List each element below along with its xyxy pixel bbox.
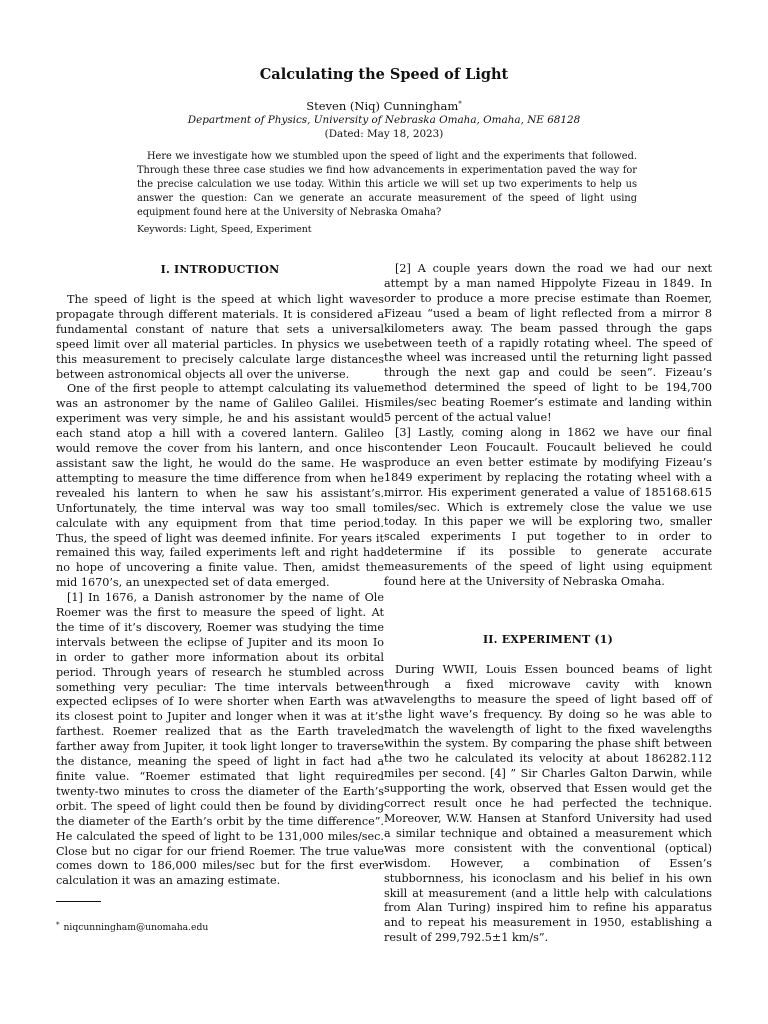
- intro-paragraph: One of the first people to attempt calculating its value was an astronomer by the name of Galileo Galilei. His experiment was very simple, he and his assistant would each stand atop a hill with a covered lantern. Galileo would remove the cover from his lantern, and once his assistant saw the light, he would do the same. He was attempting to measure the time difference from when he revealed his lantern to when he saw his assistant’s. Unfortunately, the time interval was way too small to calculate with any equipment from that time period. Thus, the speed of light was deemed infinite. For years it remained this way, failed experiments left and right had no hope of uncovering a finite value. Then, amidst the mid 1670’s, an unexpected set of data emerged.: [56, 382, 384, 590]
- author-affiliation: Department of Physics, University of Nebraska Omaha, Omaha, NE 68128: [187, 114, 581, 126]
- author-name: Steven (Niq) Cunningham: [306, 99, 459, 113]
- keywords: Keywords: Light, Speed, Experiment: [137, 224, 312, 235]
- experiment-paragraph: During WWII, Louis Essen bounced beams of light through a fixed microwave cavity with known wavelengths to measure the speed of light based off of the light wave’s frequency. By doing so he was able to match the wavelength of light to the fixed wavelengths within the system. By comparing the phase shift between the two he calculated its velocity at about 186282.112 miles per second. [4] ” Sir Charles Galton Darwin, while supporting the work, observed that Essen would get the correct result once he had perfected the technique. Moreover, W.W. Hansen at Stanford University had used a similar technique and obtained a measurement which was more consistent with the conventional (optical) wisdom. However, a combination of Essen’s stubbornness, his iconoclasm and his belief in his own skill at measurement (and a little help with calculations from Alan Turing) inspired him to refine his apparatus and to repeat his measurement in 1950, establishing a result of 299,792.5±1 km/s”.: [384, 662, 712, 945]
- section-heading-introduction: I. INTRODUCTION: [160, 263, 280, 276]
- paper-title: Calculating the Speed of Light: [259, 66, 509, 83]
- footnote-mark: *: [56, 921, 60, 929]
- footnote: [56, 921, 386, 933]
- intro-paragraph: [3] Lastly, coming along in 1862 we have our final contender Leon Foucault. Foucault believed he could produce an even better estimate by modifying Fizeau’s 1849 experiment by replacing the rotating wheel with a mirror. His experiment generated a value of 185168.615 miles/sec. Which is extremely close the value we use today. In this paper we will be exploring two, smaller scaled experiments I put together to in order to determine if its possible to generate accurate measurements of the speed of light using equipment found here at the University of Nebraska Omaha.: [384, 425, 712, 589]
- intro-paragraph: [2] A couple years down the road we had our next attempt by a man named Hippolyte Fizeau in 1849. In order to produce a more precise estimate than Roemer, Fizeau “used a beam of light reflected from a mirror 8 kilometers away. The beam passed through the gaps between teeth of a rapidly rotating wheel. The speed of the wheel was increased until the returning light passed through the next gap and could be seen”. Fizeau’s method determined the speed of light to be 194,700 miles/sec beating Roemer’s estimate and landing within 5 percent of the actual value!: [384, 262, 712, 425]
- dated-line: (Dated: May 18, 2023): [324, 128, 444, 140]
- abstract: Here we investigate how we stumbled upon the speed of light and the experiments that followed. Through these three case studies we find how advancements in experimentation paved the way for the precise calculation we use today. Within this article we will set up two experiments to help us answer the question: Can we generate an accurate measurement of the speed of light using equipment found here at the University of Nebraska Omaha?: [137, 151, 637, 218]
- author-footnote-mark: *: [458, 100, 462, 108]
- section-heading-experiment-1: II. EXPERIMENT (1): [482, 632, 614, 646]
- intro-paragraph: [1] In 1676, a Danish astronomer by the name of Ole Roemer was the first to measure the speed of light. At the time of it’s discovery, Roemer was studying the time intervals between the eclipse of Jupiter and its moon Io in order to gather more information about its orbital period. Through years of research he stumbled across something very peculiar: The time intervals between expected eclipses of Io were shorter when Earth was at its closest point to Jupiter and longer when it was at it’s farthest. Roemer realized that as the Earth traveled farther away from Jupiter, it took light longer to traverse the distance, meaning the speed of light in fact had a finite value. “Roemer estimated that light required twenty-two minutes to cross the diameter of the Earth’s orbit. The speed of light could then be found by dividing the diameter of the Earth’s orbit by the time difference”. He calculated the speed of light to be 131,000 miles/sec. Close but no cigar for our friend Roemer. The true value comes down to 186,000 miles/sec but for the first ever calculation it was an amazing estimate.: [56, 591, 384, 888]
- intro-paragraph: The speed of light is the speed at which light waves propagate through different materials. It is considered a fundamental constant of nature that sets a universal speed limit over all material particles. In physics we use this measurement to precisely calculate large distances between astronomical objects all over the universe.: [56, 293, 384, 381]
- right-column: [384, 262, 712, 946]
- author-line: [0, 99, 768, 113]
- left-column: [56, 262, 384, 889]
- footnote-rule: [56, 901, 101, 902]
- author-email: niqcunningham@unomaha.edu: [63, 922, 209, 933]
